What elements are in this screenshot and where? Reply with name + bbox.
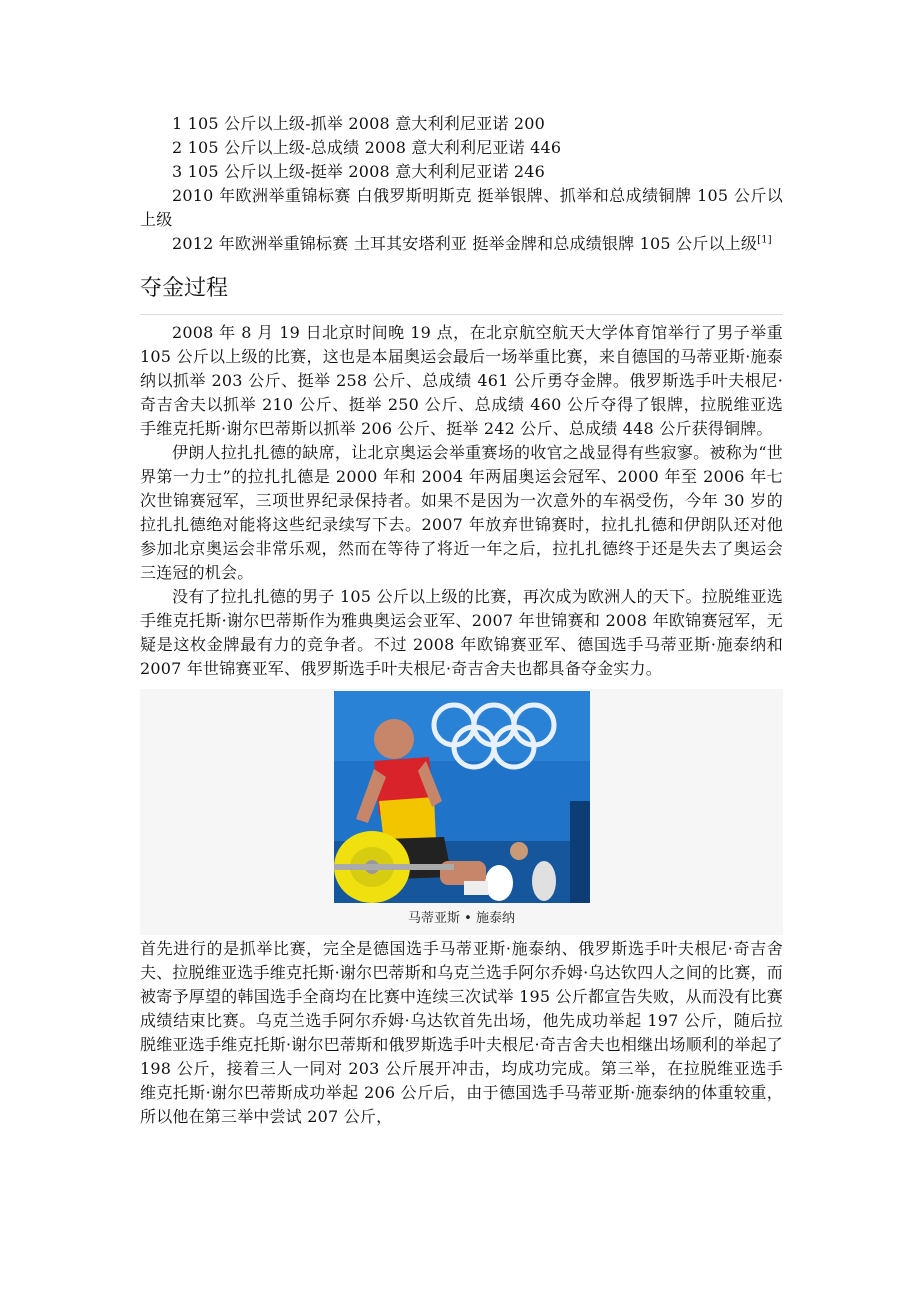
weightlifter-photo [334,691,590,903]
figure-caption: 马蒂亚斯 • 施泰纳 [408,911,515,926]
medal-line-5-text: 2012 年欧洲举重锦标赛 土耳其安塔利亚 挺举金牌和总成绩银牌 105 公斤以上级 [172,234,758,253]
medal-line-3: 3 105 公斤以上级-挺举 2008 意大利利尼亚诺 246 [172,162,546,181]
medal-line-5 [140,232,783,256]
paragraph-1: 2008 年 8 月 19 日北京时间晚 19 点，在北京航空航天大学体育馆举行了男子举重 105 公斤以上级的比赛，这也是本届奥运会最后一场举重比赛，来自德国的马蒂亚斯·施泰纳以抓举 203 公斤、挺举 258 公斤、总成绩 461 公斤勇夺金牌。俄罗斯选手叶夫根尼·奇吉舍夫以抓举 210 公斤、挺举 250 公斤、总成绩 460 公斤夺得了银牌，拉脱维亚选手维克托斯·谢尔巴蒂斯以抓举 206 公斤、挺举 242 公斤、总成绩 448 公斤获得铜牌。 [140,323,783,438]
paragraph-2: 伊朗人拉扎扎德的缺席，让北京奥运会举重赛场的收官之战显得有些寂寥。被称为“世界第一力士”的拉扎扎德是 2000 年和 2004 年两届奥运会冠军、2000 年至 2006 年七次世锦赛冠军，三项世界纪录保持者。如果不是因为一次意外的车祸受伤，今年 30 岁的拉扎扎德绝对能将这些纪录续写下去。2007 年放弃世锦赛时，拉扎扎德和伊朗队还对他参加北京奥运会非常乐观，然而在等待了将近一年之后，拉扎扎德终于还是失去了奥运会三连冠的机会。 [140,443,783,582]
medal-line-2: 2 105 公斤以上级-总成绩 2008 意大利利尼亚诺 446 [172,138,562,157]
heading-divider [140,314,783,315]
medal-line-4: 2010 年欧洲举重锦标赛 白俄罗斯明斯克 挺举银牌、抓举和总成绩铜牌 105 公斤以上级 [140,186,783,229]
medal-line-1: 1 105 公斤以上级-抓举 2008 意大利利尼亚诺 200 [172,114,546,133]
paragraph-3: 没有了拉扎扎德的男子 105 公斤以上级的比赛，再次成为欧洲人的天下。拉脱维亚选手维克托斯·谢尔巴蒂斯作为雅典奥运会亚军、2007 年世锦赛和 2008 年欧锦赛冠军，无疑是这枚金牌最有力的竞争者。不过 2008 年欧锦赛亚军、德国选手马蒂亚斯·施泰纳和 2007 年世锦赛亚军、俄罗斯选手叶夫根尼·奇吉舍夫也都具备夺金实力。 [140,587,783,678]
section-heading: 夺金过程 [140,276,229,301]
figure [140,689,783,935]
paragraph-after-figure: 首先进行的是抓举比赛，完全是德国选手马蒂亚斯·施泰纳、俄罗斯选手叶夫根尼·奇吉舍夫、拉脱维亚选手维克托斯·谢尔巴蒂斯和乌克兰选手阿尔乔姆·乌达钦四人之间的比赛，而被寄予厚望的韩国选手全商均在比赛中连续三次试举 195 公斤都宣告失败，从而没有比赛成绩结束比赛。乌克兰选手阿尔乔姆·乌达钦首先出场，他先成功举起 197 公斤，随后拉脱维亚选手维克托斯·谢尔巴蒂斯和俄罗斯选手叶夫根尼·奇吉舍夫也相继出场顺利的举起了 198 公斤，接着三人一同对 203 公斤展开冲击，均成功完成。第三举，在拉脱维亚选手维克托斯·谢尔巴蒂斯成功举起 206 公斤后，由于德国选手马蒂亚斯·施泰纳的体重较重，所以他在第三举中尝试 207 公斤， [140,939,783,1126]
reference-link[interactable]: [1] [757,234,772,246]
document-column [140,112,783,1129]
